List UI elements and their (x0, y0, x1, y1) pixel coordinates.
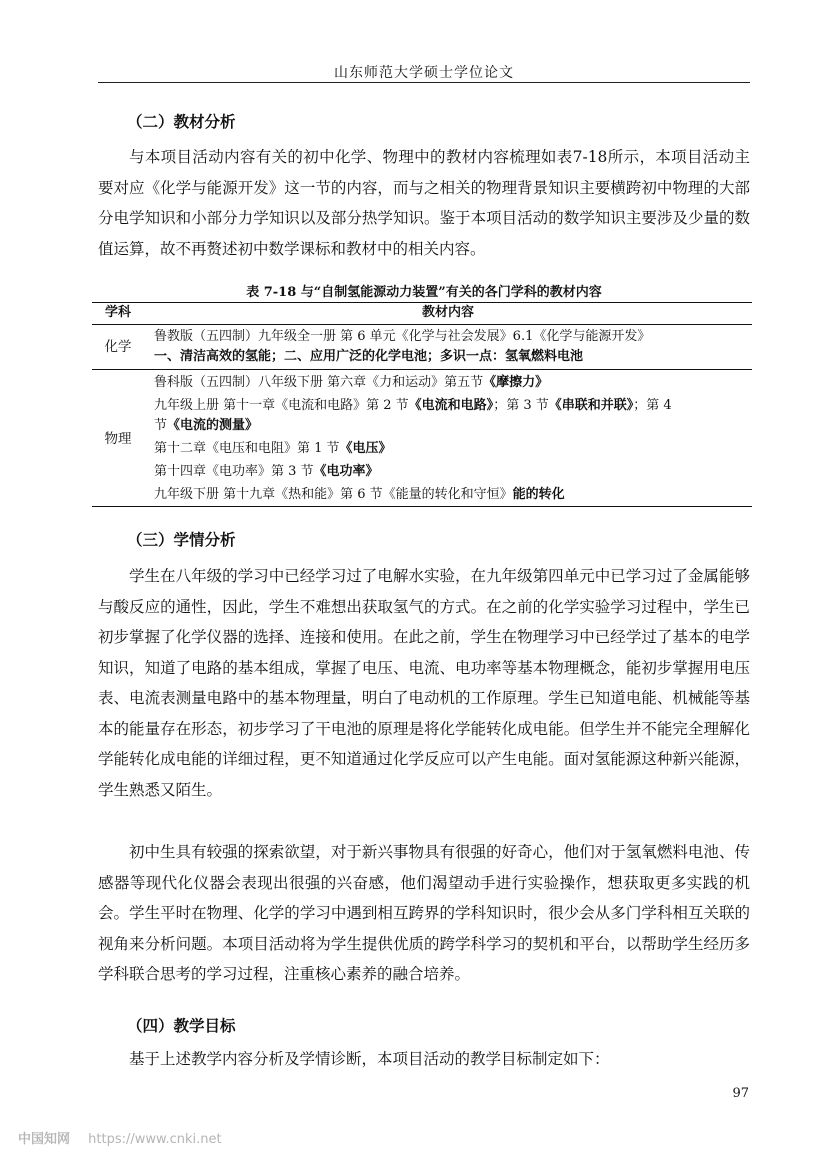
physics-line-4-a: 第十二章《电压和电阻》第 1 节 (154, 441, 340, 456)
curriculum-table (92, 302, 752, 507)
physics-line-5 (154, 462, 752, 482)
physics-line-2 (154, 396, 752, 416)
paragraph-learner-analysis-2: 初中生具有较强的探索欲望，对于新兴事物具有很强的好奇心，他们对于氢氧燃料电池、传感器等现代化仪器会表现出很强的兴奋感，他们渴望动手进行实验操作，想获取更多实践的机会。学生平时在物理、化学的学习中遇到相互跨界的学科知识时，很少会从多门学科相互关联的视角来分析问题。本项目活动将为学生提供优质的跨学科学习的契机和平台，以帮助学生经历多学科联合思考的学习过程，注重核心素养的融合培养。 (98, 843, 750, 983)
physics-line-2-b: 《电流和电路》 (408, 398, 494, 413)
physics-line-2-c: ；第 3 节 (493, 398, 549, 413)
content-chemistry (144, 325, 752, 370)
chemistry-line-1: 鲁教版（五四制）九年级全一册 第 6 单元《化学与社会发展》6.1《化学与能源开发》 (154, 329, 651, 344)
header-subject: 学科 (92, 303, 144, 325)
physics-line-5-a: 第十四章《电功率》第 3 节 (154, 464, 314, 479)
paragraph-teaching-goals: 基于上述教学内容分析及学情诊断，本项目活动的教学目标制定如下： (129, 1050, 610, 1068)
physics-line-1 (154, 373, 752, 393)
physics-line-4 (154, 439, 752, 459)
paragraph-learner-analysis-1: 学生在八年级的学习中已经学习过了电解水实验，在九年级第四单元中已学习过了金属能够与酸反应的通性，因此，学生不难想出获取氢气的方式。在之前的化学实验学习过程中，学生已初步掌握了化学仪器的选择、连接和使用。在此之前，学生在物理学习中已经学过了基本的电学知识，知道了电路的基本组成，掌握了电压、电流、电功率等基本物理概念，能初步掌握用电压表、电流表测量电路中的基本物理量，明白了电动机的工作原理。学生已知道电能、机械能等基本的能量存在形态，初步学习了干电池的原理是将化学能转化成电能。但学生并不能完全理解化学能转化成电能的详细过程，更不知道通过化学反应可以产生电能。面对氢能源这种新兴能源，学生熟悉又陌生。 (98, 567, 750, 799)
table-header-row (92, 303, 752, 325)
physics-line-2-a: 九年级上册 第十一章《电流和电路》第 2 节 (154, 398, 409, 413)
physics-line-2-d: 《串联和并联》 (548, 398, 634, 413)
table-caption: 表 7-18 与“自制氢能源动力装置”有关的各门学科的教材内容 (246, 285, 602, 300)
watermark-logo: 中国知网 (18, 1132, 71, 1147)
running-header: 山东师范大学硕士学位论文 (334, 65, 514, 81)
physics-line-6-a: 九年级下册 第十九章《热和能》第 6 节《能量的转化和守恒》 (154, 487, 513, 502)
content-physics (144, 370, 752, 507)
header-rule (98, 82, 750, 83)
table-row-chemistry (92, 325, 752, 370)
section-heading-textbook-analysis: （二）教材分析 (127, 112, 236, 131)
physics-line-3-b: 《电流的测量》 (167, 418, 259, 433)
section-heading-teaching-goals: （四）教学目标 (127, 1016, 236, 1035)
physics-line-1-bold: 《摩擦力》 (483, 375, 549, 390)
chemistry-line-2: 一、清洁高效的氢能；二、应用广泛的化学电池；多识一点：氢氧燃料电池 (154, 349, 584, 364)
physics-line-5-b: 《电功率》 (313, 464, 379, 479)
table-row-physics (92, 370, 752, 507)
subject-chemistry: 化学 (92, 325, 144, 370)
physics-line-6-b: 能的转化 (512, 487, 565, 502)
subject-physics: 物理 (92, 370, 144, 507)
physics-line-2-e: ；第 4 (633, 398, 672, 413)
physics-line-3-a: 节 (154, 418, 168, 433)
paragraph-textbook-analysis: 与本项目活动内容有关的初中化学、物理中的教材内容梳理如表7-18所示，本项目活动主要对应《化学与能源开发》这一节的内容，而与之相关的物理背景知识主要横跨初中物理的大部分电学知识和小部分力学知识以及部分热学知识。鉴于本项目活动的数学知识主要涉及少量的数值运算，故不再赘述初中数学课标和教材中的相关内容。 (98, 148, 750, 258)
physics-line-3 (154, 416, 752, 436)
physics-line-6 (154, 485, 752, 505)
section-heading-learner-analysis: （三）学情分析 (127, 530, 236, 549)
cnki-watermark (18, 1128, 222, 1147)
page-number: 97 (732, 1086, 749, 1101)
physics-line-4-b: 《电压》 (339, 441, 392, 456)
physics-line-1-text: 鲁科版（五四制）八年级下册 第六章《力和运动》第五节 (154, 375, 484, 390)
watermark-url: https://www.cnki.net (88, 1132, 222, 1147)
header-content: 教材内容 (144, 303, 752, 325)
